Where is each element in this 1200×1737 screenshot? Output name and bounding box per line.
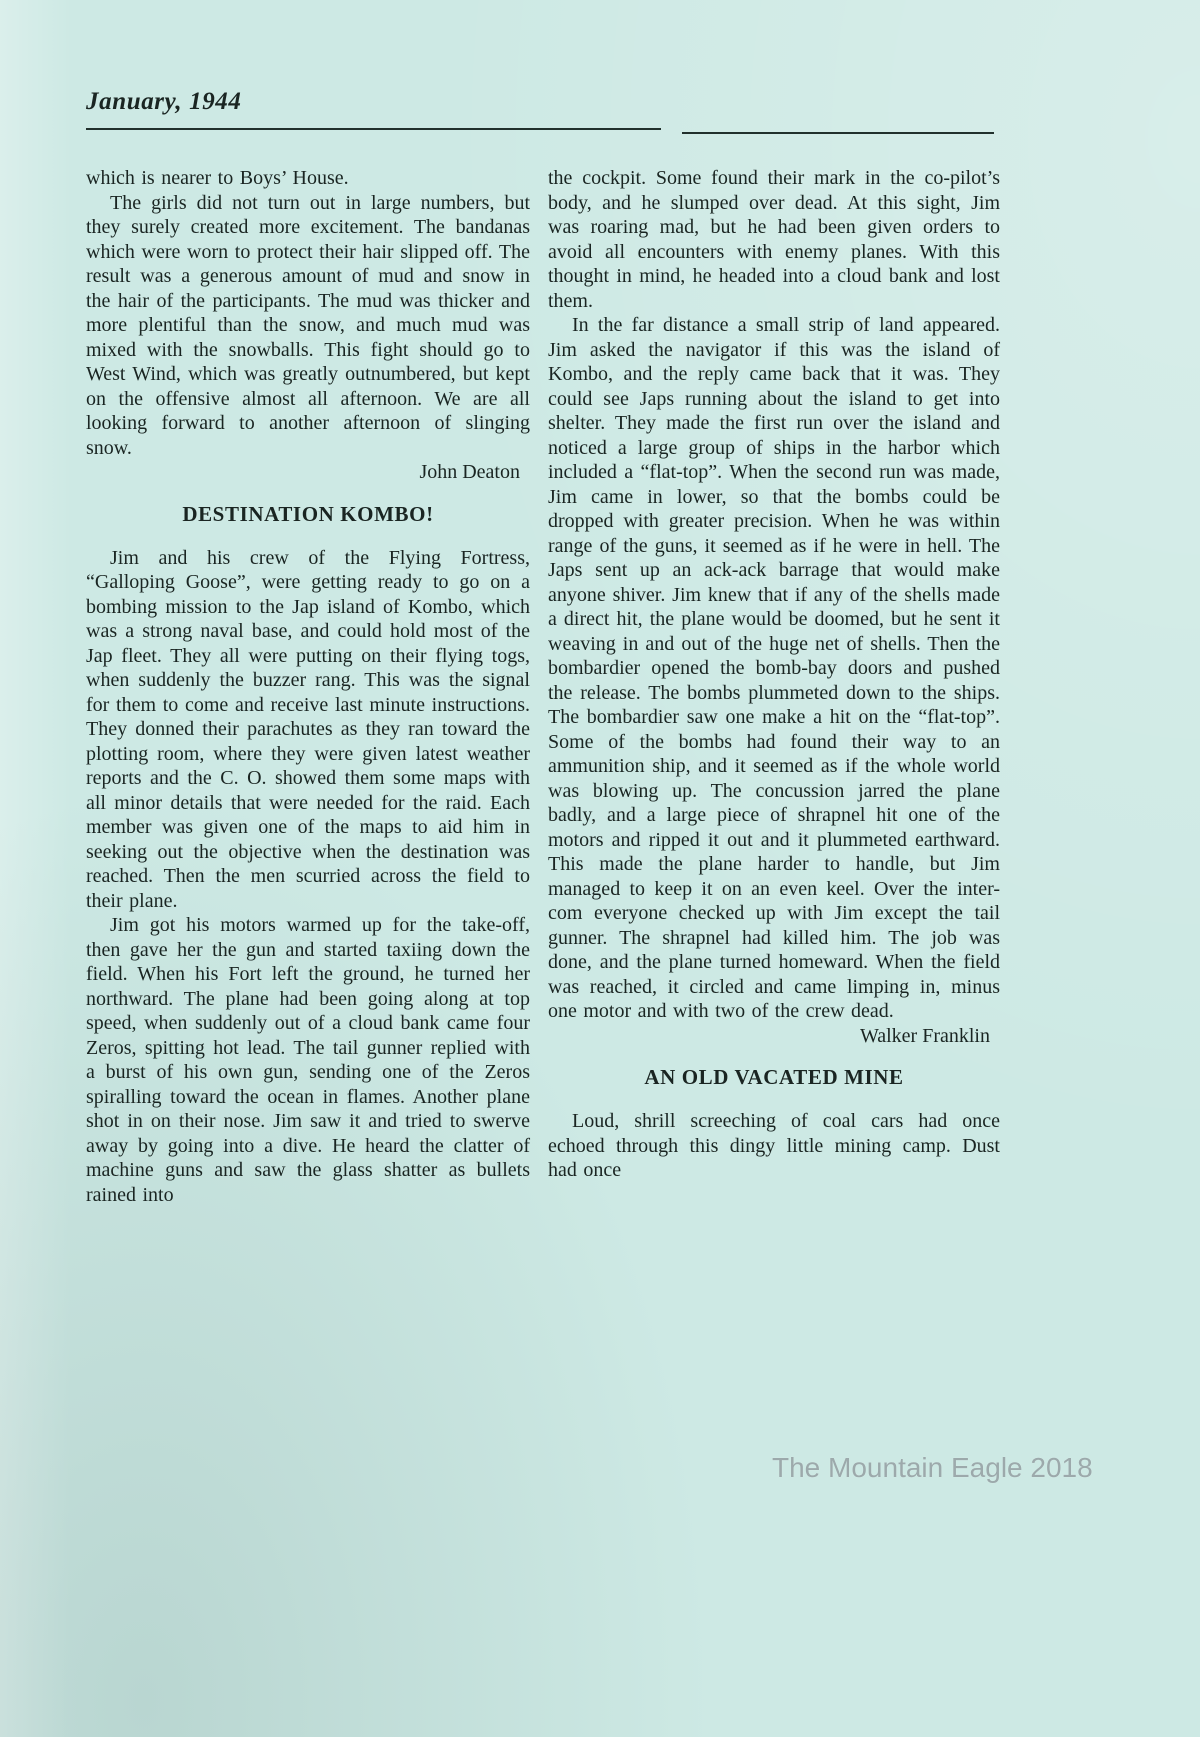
paragraph-snowball-fight: The girls did not turn out in large numbers, but they surely created more excitement. The bandanas which were worn to protect their hair slipped off. The result was a generous amount of mud and snow in the hair of the participants. The mud was thicker and more plentiful than the snow, and much mud was mixed with the snowballs. This fight should go to West Wind, which was greatly outnumbered, but kept on the offensive almost all afternoon. We are all looking forward to another afternoon of slinging snow. [86,191,530,459]
page-date: January, 1944 [86,88,242,115]
page-header [86,88,1000,140]
paragraph-takeoff-and-zeros: Jim got his motors warmed up for the take-off, then gave her the gun and started taxiing down the field. When his Fort left the ground, he turned her northward. The plane had been going along at top speed, when suddenly out of a cloud bank came four Zeros, spitting hot lead. The tail gunner replied with a burst of his own gun, sending one of the Zeros spiralling toward the ocean in flames. Another plane shot in on their nose. Jim saw it and tried to swerve away by going into a dive. He heard the clatter of machine guns and saw the glass shatter as bullets rained into [86,914,530,1206]
heading-an-old-vacated-mine: AN OLD VACATED MINE [644,1065,904,1089]
paragraph-cockpit-continuation: the cockpit. Some found their mark in the co-pilot’s body, and he slumped over dead. At this sight, Jim was roaring mad, but he had been given orders to avoid all encounters with enemy planes. With this thought in mind, he headed into a cloud bank and lost them. [548,167,1000,312]
paragraph-mission-briefing: Jim and his crew of the Flying Fortress, “Galloping Goose”, were getting ready to go on a bombing mission to the Jap island of Kombo, which was a strong naval base, and could hold most of the Jap fleet. They all were putting on their flying togs, when suddenly the buzzer rang. This was the signal for them to come and receive last minute instructions. They donned their parachutes as they ran toward the plotting room, where they were given latest weather reports and the C. O. showed them some maps with all minor details that were needed for the raid. Each member was given one of the maps to aid him in seeking out the objective when the destination was reached. Then the men scurried across the field to their plane. [86,546,530,912]
header-rule-right [682,132,994,134]
column-right [548,166,1000,1207]
column-left [86,166,530,1207]
heading-destination-kombo: DESTINATION KOMBO! [182,501,434,526]
byline-john-deaton: John Deaton [419,461,520,483]
paragraph-snowball-continuation: which is nearer to Boys’ House. [86,167,349,189]
header-rule-left [86,128,661,130]
paragraph-mining-camp: Loud, shrill screeching of coal cars had once echoed through this dingy little mining camp. Dust had once [548,1110,1000,1181]
archive-watermark: The Mountain Eagle 2018 [772,1452,1093,1483]
byline-walker-franklin: Walker Franklin [859,1024,990,1047]
paragraph-bombing-run: In the far distance a small strip of land appeared. Jim asked the navigator if this was the island of Kombo, and the reply came back that it was. They could see Japs running about the island to get into shelter. They made the first run over the island and noticed a large group of ships in the harbor which included a “flat-top”. When the second run was made, Jim came in lower, so that the bombs could be dropped with greater precision. When he was within range of the guns, it seemed as if he were in hell. The Japs sent up an ack-ack barrage that would make anyone shiver. Jim knew that if any of the shells made a direct hit, the plane would be doomed, but he sent it weaving in and out of the huge net of shells. Then the bombardier opened the bomb-bay doors and pushed the release. The bombs plummeted down to the ships. The bombardier saw one make a hit on the “flat-top”. Some of the bombs had found their way to an ammunition ship, and it seemed as if the whole world was blowing up. The concussion jarred the plane badly, and a large piece of shrapnel hit one of the motors and ripped it out and it plummeted earthward. This made the plane harder to handle, but Jim managed to keep it on an even keel. Over the inter-com everyone checked up with Jim except the tail gunner. The shrapnel had killed him. The job was done, and the plane turned homeward. When the field was reached, it circled and came limping in, minus one motor and with two of the crew dead. [548,314,1000,1022]
two-column-layout [86,166,1000,1207]
